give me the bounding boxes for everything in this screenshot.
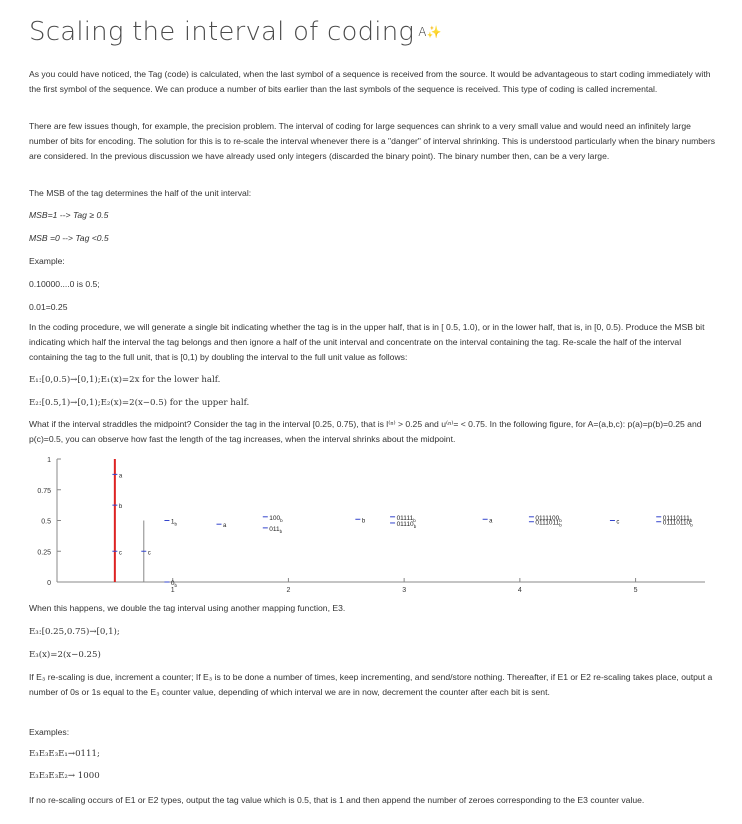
x-tick-label: 5 xyxy=(633,587,638,594)
x-tick-label: 1 xyxy=(170,587,175,594)
point-label: $0111100_b$ xyxy=(535,514,562,523)
point-label: $1_b$ xyxy=(170,518,178,527)
point-label: $011_b$ xyxy=(269,525,283,534)
y-tick-label: 1 xyxy=(47,457,51,464)
e1-mapping: E₁:[0,0.5)→[0,1);E₁(x)=2x for the lower half. xyxy=(29,375,221,385)
example-two: 0.01=0.25 xyxy=(29,302,68,312)
e2-mapping: E₂:[0.5,1)→[0,1);E₂(x)=2(x−0.5) for the upper half. xyxy=(29,398,250,408)
point-label: $01110_b$ xyxy=(396,520,417,529)
paragraph-no-rescaling: If no re-scaling occurs of E1 or E2 types, output the tag value which is 0.5, that is 1 and then append the number of zeroes corresponding to the E3 counter value. xyxy=(29,795,645,805)
paragraph-e3-counter: If E₃ re-scaling is due, increment a counter; If E₃ is to be done a number of times, keep incrementing, and send/store nothing. Thereafter, if E1 or E2 re-scaling takes place, output a number of 0s or 1s equal to the E₃ counter value, depending of which interval we are in now, decrement the counter after each bit is sent. xyxy=(29,672,713,697)
msb-one-rule: MSB=1 --> Tag ≥ 0.5 xyxy=(29,210,109,220)
x-tick-label: 2 xyxy=(286,587,291,594)
paragraph-precision-problem: There are few issues though, for example, the precision problem. The interval of coding for large sequences can shrink to a very small value and would need an infinitely large number of bits for encoding. The solution for this is to re-scale the interval whenever there is a "danger" of interval shrinking. This is understood particularly when the binary numbers are considered. In the previous discussion we have already used only integers (discarded the binary point). The binary number then, can be a very large. xyxy=(29,121,715,161)
examples-label: Examples: xyxy=(29,727,70,737)
paragraph-midpoint: What if the interval straddles the midpoint? Consider the tag in the interval [0.25, 0.75), that is l⁽ⁿ⁾ > 0.25 and u⁽ⁿ⁾= < 0.75. In the following figure, for A=(a,b,c): p(a)=p(b)=0.25 and p(c)=0.5, you can observe how fast the length of the tag increases, when the interval shrinks about the midpoint. xyxy=(29,419,702,444)
paragraph-e3-intro: When this happens, we double the tag interval using another mapping function, E3. xyxy=(29,603,346,613)
chart-svg xyxy=(29,452,709,602)
page-title: Scaling the interval of coding A✨ xyxy=(29,17,442,47)
point-label: c xyxy=(147,550,151,557)
x-tick-label: 3 xyxy=(402,587,407,594)
point-label: $01110111_b$ xyxy=(662,514,693,523)
point-label: $0111011_b$ xyxy=(535,519,562,528)
point-label: $100_b$ xyxy=(269,514,283,523)
example-one: 0.10000....0 is 0.5; xyxy=(29,279,100,289)
point-label: $01111_b$ xyxy=(396,514,416,523)
msb-zero-rule: MSB =0 --> Tag <0.5 xyxy=(29,233,109,243)
point-label: b xyxy=(361,518,366,525)
point-label: c xyxy=(616,519,620,526)
point-label: b xyxy=(118,504,123,511)
y-tick-label: 0.75 xyxy=(37,487,51,495)
paragraph-incremental-coding: As you could have noticed, the Tag (code) is calculated, when the last symbol of a sequence is received from the source. It would be advantageous to start coding immediately with the first symbol of the sequence. We can produce a number of bits earlier than the last symbols of the sequence is received. This type of coding is called incremental. xyxy=(29,69,711,94)
paragraph-msb: The MSB of the tag determines the half of the unit interval: xyxy=(29,188,252,198)
point-label: a xyxy=(118,473,123,480)
e3-mapping: E₃:[0.25,0.75)→[0,1); xyxy=(29,627,120,637)
x-tick-label: 4 xyxy=(517,587,522,594)
point-label: $01110110_b$ xyxy=(662,519,693,528)
tag-interval-chart xyxy=(29,452,709,602)
point-label: a xyxy=(489,518,493,525)
point-label: c xyxy=(118,550,122,557)
example-label: Example: xyxy=(29,256,65,266)
paragraph-coding-procedure: In the coding procedure, we will generate a single bit indicating whether the tag is in the upper half, that is in [ 0.5, 1.0), or in the lower half, that is, in [0, 0.5). Produce the MSB bit indicating which half the interval the tag belongs and then ignore a half of the unit interval and concentrate on the interval containing the tag. Re-scale the half of the interval containing the tag to the full unit, that is [0,1) by doubling the interval to the full unit value as follows: xyxy=(29,322,705,362)
examples-one: E₃E₃E₃E₁→0111; xyxy=(29,749,100,759)
point-label: a xyxy=(223,523,227,530)
e3-function: E₃(x)=2(x−0.25) xyxy=(29,650,101,660)
y-tick-label: 0 xyxy=(47,580,51,587)
examples-two: E₃E₃E₃E₂→ 1000 xyxy=(29,771,100,781)
ai-assist-icon[interactable]: A✨ xyxy=(418,25,442,39)
point-label: $0_b$ xyxy=(170,580,178,588)
y-tick-label: 0.5 xyxy=(41,518,51,526)
y-tick-label: 0.25 xyxy=(37,549,51,557)
